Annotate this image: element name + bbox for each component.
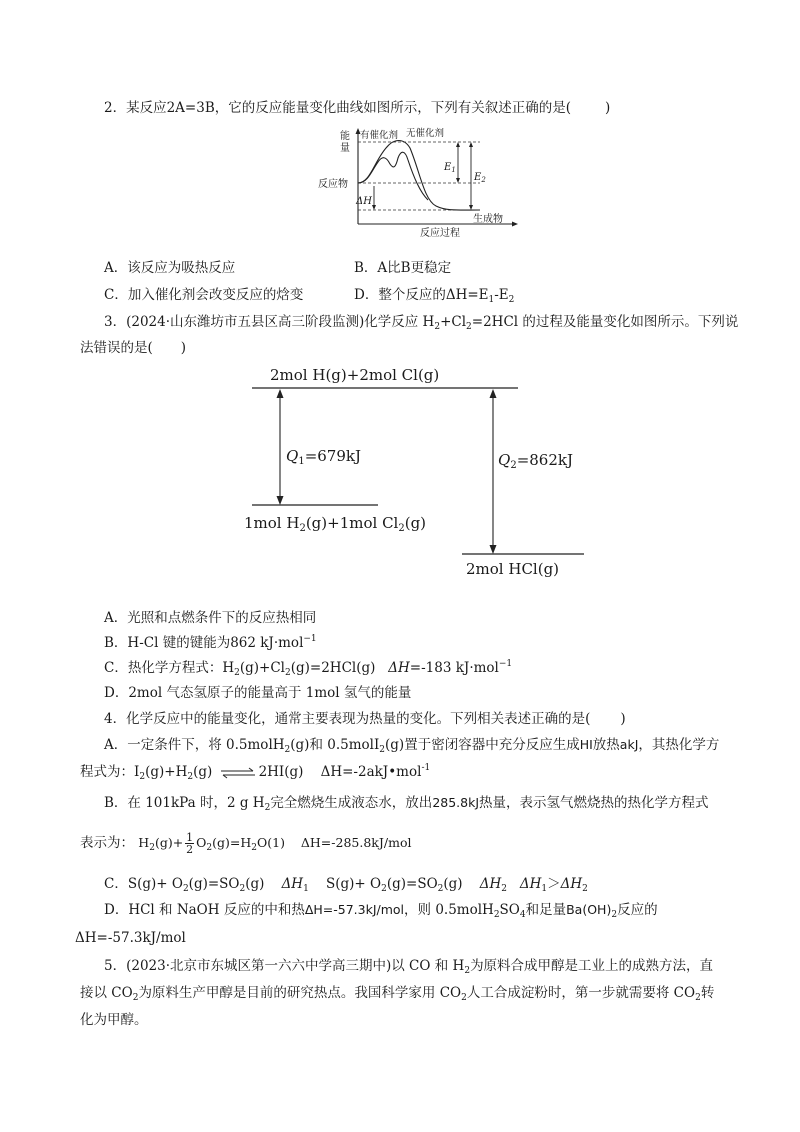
q3-option-d: D．2mol 气态氢原子的能量高于 1mol 氢气的能量 <box>104 685 412 701</box>
q1-label: $Q_1=679kJ$ <box>286 447 361 467</box>
q3-option-a: A．光照和点燃条件下的反应热相同 <box>104 610 317 626</box>
x-axis-label: 反应过程 <box>420 228 460 238</box>
label-with-catalyst: 有催化剂 <box>360 130 399 141</box>
q2-energy-diagram <box>308 126 528 238</box>
x-axis-arrow <box>512 222 518 227</box>
q4-option-a-line1: A．一定条件下，将 0.5molH$_2$(g)和 0.5molI$_2$(g)置于密闭容器中充分反应生成HI放热akJ，其热化学方 <box>104 737 720 755</box>
q2-stem: 2．某反应2A=3B，它的反应能量变化曲线如图所示，下列有关叙述正确的是( ) <box>104 100 611 116</box>
curve-no-catalyst <box>358 141 480 211</box>
q2-option-b: B．A比B更稳定 <box>354 260 452 276</box>
q4-option-c: C．$S(g)+ O_2(g)=SO_2(g)$ $\Delta H_1$ $S(g)+ O_2(g)=SO_2(g)$ $\Delta H_2$ $\Delta H_1>\Delta H_2$ <box>104 876 588 894</box>
q3-stem-line1: 3．(2024·山东潍坊市五县区高三阶段监测)化学反应 $H_2+Cl_2=2HCl$ 的过程及能量变化如图所示。下列说 <box>104 314 739 332</box>
bottom-level-label: 2mol HCl(g) <box>466 560 560 578</box>
top-level-label: 2mol H(g)+2mol Cl(g) <box>270 366 440 384</box>
q2-label: $Q_2=862kJ$ <box>498 451 573 471</box>
y-axis-label-1: 能 <box>340 131 350 142</box>
q5-line3: 化为甲醇。 <box>80 1012 148 1028</box>
q4-option-a-line2: 程式为：$I_2(g)+H_2(g)$ 2HI(g) ΔH=-2akJ•mol$^{-1}$ <box>80 763 431 782</box>
q4-option-b-line1: B．在 101kPa 时，2 g $H_2$完全燃烧生成液态水，放出285.8kJ热量，表示氢气燃烧热的热化学方程式 <box>104 795 709 813</box>
curve-with-catalyst <box>358 152 428 200</box>
q5-line2: 接以 $CO_2$为原料生产甲醇是目前的研究热点。我国科学家用 $CO_2$人工合成淀粉时，第一步就需要将 $CO_2$转 <box>80 985 715 1003</box>
q4-stem: 4．化学反应中的能量变化，通常主要表现为热量的变化。下列相关表述正确的是( ) <box>104 711 626 727</box>
label-product: 生成物 <box>473 214 503 225</box>
q4-option-d-line2: ΔH=-57.3kJ/mol <box>75 930 186 946</box>
q4-option-b-line2: 表示为： $H_2(g)+$ $\frac{1}{2}$ $O_2(g)=H_2O(1)$ ΔH=-285.8kJ/mol <box>80 831 412 856</box>
q3-option-c: C．热化学方程式：$H_2(g)+Cl_2(g)=2HCl(g)$ ΔH=-183 kJ·mol$^{-1}$ <box>104 659 513 678</box>
half-fraction: $\frac{1}{2}$ <box>186 831 194 856</box>
q3-energy-diagram <box>230 358 600 583</box>
label-e2: $E_2$ <box>474 172 486 184</box>
y-axis-label-2: 量 <box>340 143 350 154</box>
label-reactant: 反应物 <box>318 179 348 190</box>
q4-option-d-line1: D．HCl 和 NaOH 反应的中和热ΔH=-57.3kJ/mol，则 $0.5molH_2SO_4$和足量$Ba(OH)_2$反应的 <box>104 902 658 920</box>
q5-line1: 5．(2023·北京市东城区第一六六中学高三期中)以 CO 和 $H_2$为原料合成甲醇是工业上的成熟方法，直 <box>104 958 714 976</box>
equilibrium-arrow-icon <box>219 767 257 779</box>
label-e1: $E_1$ <box>444 162 456 174</box>
q3-option-b: B．H-Cl 键的键能为862 kJ·mol$^{-1}$ <box>104 634 317 651</box>
q2-option-d: D．整个反应的$\Delta H=E_1-E_2$ <box>354 287 515 305</box>
q2-option-c: C．加入催化剂会改变反应的焓变 <box>104 287 304 303</box>
label-no-catalyst: 无催化剂 <box>406 128 445 139</box>
middle-level-label: 1mol $H_2(g)+1mol$ $Cl_2(g)$ <box>244 514 427 534</box>
label-dh: ΔH <box>356 196 372 207</box>
q2-option-a: A．该反应为吸热反应 <box>104 260 236 276</box>
q3-stem-line2: 法错误的是( ) <box>80 340 187 356</box>
